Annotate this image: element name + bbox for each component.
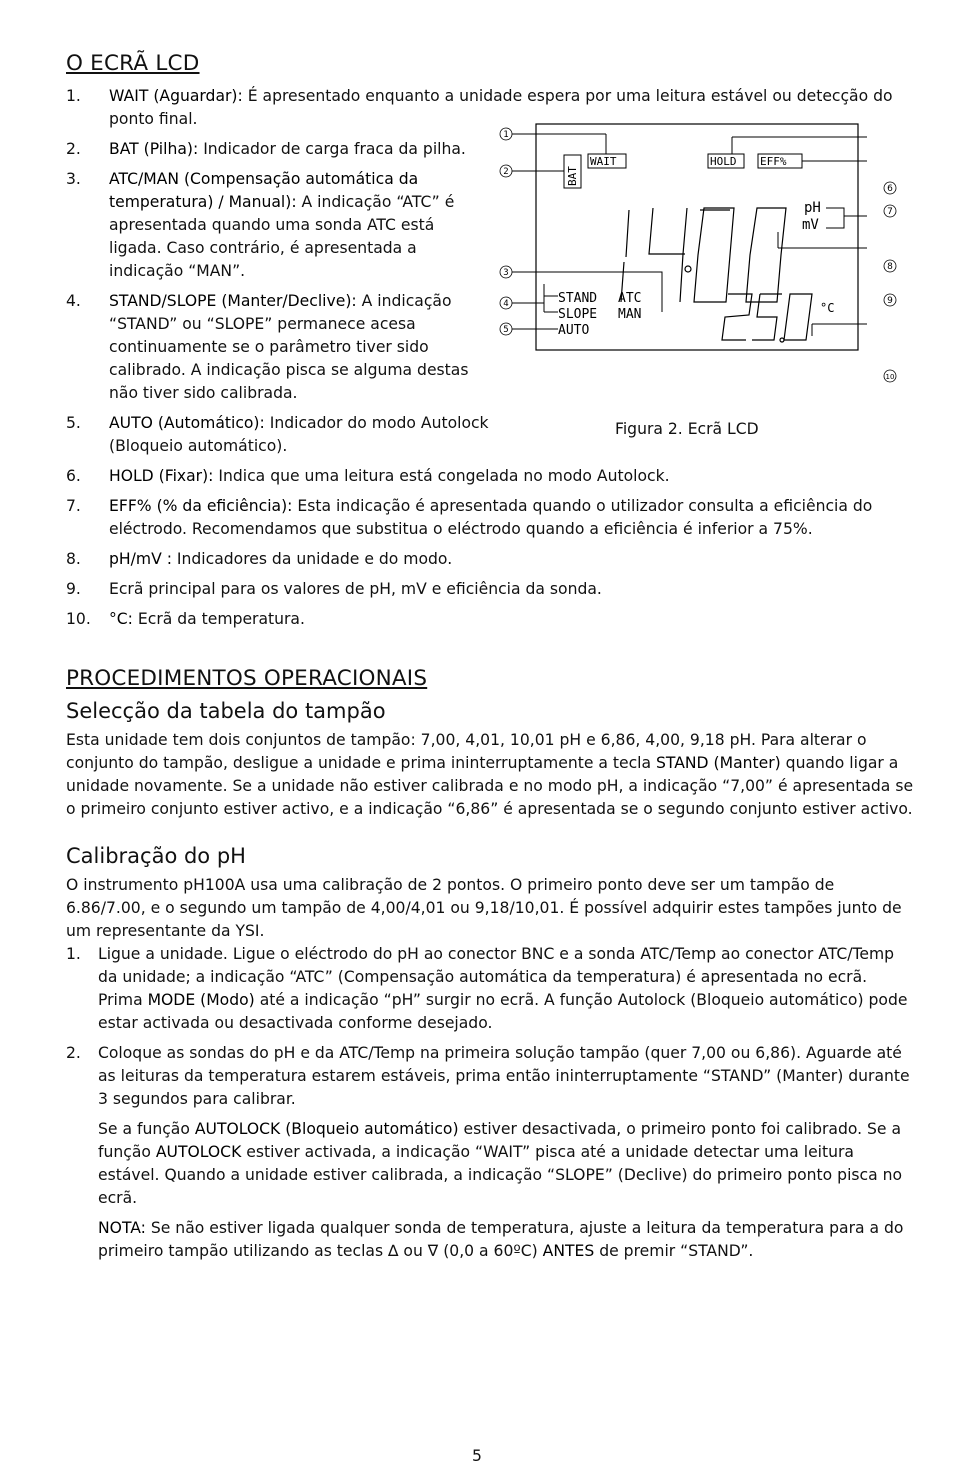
list-item: 7. EFF% (% da eficiência): Esta indicação é apresentada quando o utilizador consulta a eficiência do eléctrodo. Recomendamos que substitua o eléctrodo quando a eficiência é inferior a 75%. bbox=[66, 497, 873, 538]
page-number: 5 bbox=[472, 1447, 482, 1465]
figure-caption: Figura 2. Ecrã LCD bbox=[615, 420, 759, 438]
callout-5: 5 bbox=[503, 325, 509, 335]
lcd-mv: mV bbox=[802, 217, 819, 233]
list-item: 4. STAND/SLOPE (Manter/Declive): A indicação “STAND” ou “SLOPE” permanece acesa continuamente se o parâmetro tiver sido calibrado. A indicação pisca se alguma destas não tiver sido calibrada. bbox=[66, 292, 469, 402]
list-item: 2. BAT (Pilha): Indicador de carga fraca da pilha. bbox=[66, 140, 466, 158]
list-item: 8. pH/mV : Indicadores da unidade e do modo. bbox=[66, 550, 453, 568]
list-item: 6. HOLD (Fixar): Indica que uma leitura está congelada no modo Autolock. bbox=[66, 467, 670, 485]
lcd-slope: SLOPE bbox=[558, 307, 598, 322]
calibration-step-1: 1. Ligue a unidade. Ligue o eléctrodo do pH ao conector BNC e a sonda ATC/Temp ao conector ATC/Temp da unidade; a indicação “ATC” (Compensação automática da temperatura) é apresentada no ecrã. Prima MODE (Modo) até a indicação “pH” surgir no ecrã. A função Autolock (Bloqueio automático) pode estar activada ou desactivada conforme desejado. bbox=[66, 945, 908, 1032]
note-paragraph: NOTA: Se não estiver ligada qualquer sonda de temperatura, ajuste a leitura da temperatura para a do primeiro tampão utilizando as teclas ∆ ou ∇ (0,0 a 60ºC) ANTES de premir “STAND”. bbox=[98, 1219, 904, 1260]
lcd-atc: ATC bbox=[618, 291, 642, 306]
list-item: 1. WAIT (Aguardar): É apresentado enquanto a unidade espera por uma leitura estável ou detecção do ponto final. bbox=[66, 87, 893, 128]
lcd-wait: WAIT bbox=[590, 155, 617, 168]
list-item: 3. ATC/MAN (Compensação automática da temperatura) / Manual): A indicação “ATC” é apresentada quando uma sonda ATC está ligada. Caso contrário, é apresentada a indicação “MAN”. bbox=[66, 170, 455, 280]
buffer-paragraph: Esta unidade tem dois conjuntos de tampão: 7,00, 4,01, 10,01 pH e 6,86, 4,00, 9,18 pH. Para alterar o conjunto do tampão, desligue a unidade e prima ininterruptamente a tecla STAND (Manter) quando ligar a unidade novamente. Se a unidade não estiver calibrada e no modo pH, a indicação “7,00” é apresentada se o primeiro conjunto estiver activo, e a indicação “6,86” é apresentada se o segundo conjunto estiver activo. bbox=[66, 731, 914, 818]
lcd-man: MAN bbox=[618, 307, 642, 322]
calibration-step-2: 2. Coloque as sondas do pH e da ATC/Temp na primeira solução tampão (quer 7,00 ou 6,86). Aguarde até as leituras da temperatura estarem estáveis, prima então ininterruptamente “STAND” (Manter) durante 3 segundos para calibrar. bbox=[66, 1044, 910, 1108]
list-item: 10. °C: Ecrã da temperatura. bbox=[66, 610, 305, 628]
list-item: 9. Ecrã principal para os valores de pH, mV e eficiência da sonda. bbox=[66, 580, 602, 598]
section-title-lcd: O ECRÃ LCD bbox=[66, 51, 200, 76]
calibration-intro: O instrumento pH100A usa uma calibração de 2 pontos. O primeiro ponto deve ser um tampão de 6.86/7.00, e o segundo um tampão de 4,00/4,01 ou 9,18/10,01. É possível adquirir estes tampões junto de um representante da YSI. bbox=[66, 876, 902, 940]
autolock-paragraph: Se a função AUTOLOCK (Bloqueio automático) estiver desactivada, o primeiro ponto foi calibrado. Se a função AUTOLOCK estiver activada, a indicação “WAIT” pisca até a unidade detectar uma leitura estável. Quando a unidade estiver calibrada, a indicação “SLOPE” (Declive) do primeiro ponto pisca no ecrã. bbox=[98, 1120, 903, 1207]
svg-text:10: 10 bbox=[885, 373, 895, 381]
svg-text:8: 8 bbox=[887, 262, 893, 272]
lcd-stand: STAND bbox=[558, 291, 598, 306]
lcd-eff: EFF% bbox=[760, 155, 787, 168]
callout-3: 3 bbox=[503, 268, 509, 278]
lcd-degc: °C bbox=[820, 301, 835, 315]
callout-4: 4 bbox=[503, 299, 509, 309]
svg-text:6: 6 bbox=[887, 184, 893, 194]
lcd-auto: AUTO bbox=[558, 323, 590, 338]
svg-text:9: 9 bbox=[887, 296, 893, 306]
svg-text:7: 7 bbox=[887, 207, 893, 217]
page-content bbox=[66, 52, 914, 1263]
lcd-items-list bbox=[66, 85, 914, 631]
lcd-ph: pH bbox=[804, 200, 821, 216]
subsection-title-buffer: Selecção da tabela do tampão bbox=[66, 699, 386, 723]
callout-2: 2 bbox=[503, 167, 509, 177]
section-title-procedures: PROCEDIMENTOS OPERACIONAIS bbox=[66, 666, 428, 691]
callout-1: 1 bbox=[503, 130, 509, 140]
subsection-title-calibration: Calibração do pH bbox=[66, 844, 246, 868]
lcd-hold: HOLD bbox=[710, 155, 737, 168]
lcd-bat: BAT bbox=[566, 166, 579, 186]
list-item: 5. AUTO (Automático): Indicador do modo Autolock (Bloqueio automático). bbox=[66, 414, 489, 455]
